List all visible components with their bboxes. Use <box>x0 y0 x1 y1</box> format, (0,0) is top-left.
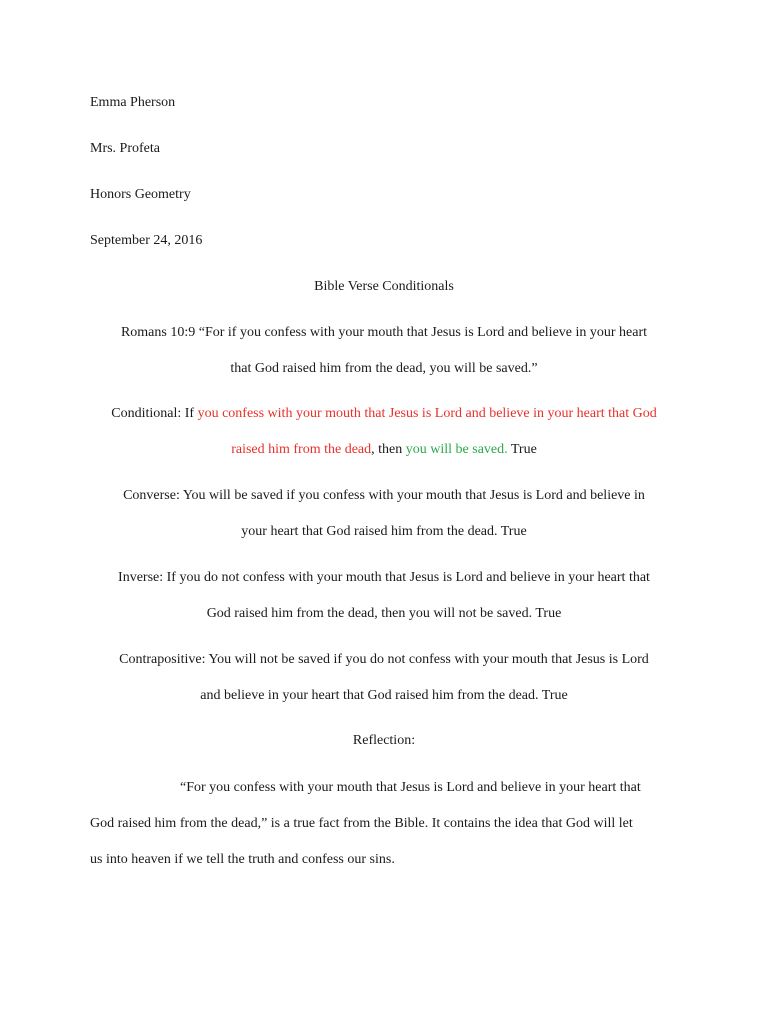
conditional-truth: True <box>507 442 537 457</box>
converse-line-1: Converse: You will be saved if you confess with your mouth that Jesus is Lord and believe in <box>123 488 645 503</box>
reflection-line-2: God raised him from the dead,” is a true fact from the Bible. It contains the idea that God will let <box>90 816 633 831</box>
reflection-line-3: us into heaven if we tell the truth and confess our sins. <box>90 852 395 867</box>
reflection-line-1: “For you confess with your mouth that Jesus is Lord and believe in your heart that <box>180 780 641 795</box>
conditional-conclusion: you will be saved. <box>405 442 508 457</box>
student-name: Emma Pherson <box>90 95 176 110</box>
conditional-label: Conditional: If <box>111 406 198 421</box>
conditional-line-1 <box>90 405 678 423</box>
verse-line-1: Romans 10:9 “For if you confess with your mouth that Jesus is Lord and believe in your heart <box>120 325 648 340</box>
course-name: Honors Geometry <box>90 187 191 202</box>
contrapositive-line-1: Contrapositive: You will not be saved if you do not confess with your mouth that Jesus is Lord <box>119 652 649 667</box>
reflection-heading: Reflection: <box>352 733 416 748</box>
date: September 24, 2016 <box>90 233 203 248</box>
conditional-hypothesis-part-1: you confess with your mouth that Jesus is Lord and believe in your heart that God <box>197 406 657 421</box>
teacher-name: Mrs. Profeta <box>90 141 160 156</box>
conditional-then: , then <box>371 442 406 457</box>
inverse-line-2: God raised him from the dead, then you will not be saved. True <box>206 606 562 621</box>
conditional-line-2 <box>90 441 678 459</box>
contrapositive-line-2: and believe in your heart that God raised him from the dead. True <box>200 688 568 703</box>
inverse-line-1: Inverse: If you do not confess with your mouth that Jesus is Lord and believe in your heart that <box>118 570 650 585</box>
conditional-hypothesis-part-2: raised him from the dead <box>231 442 372 457</box>
verse-line-2: that God raised him from the dead, you will be saved.” <box>230 361 538 376</box>
document-title: Bible Verse Conditionals <box>314 279 454 294</box>
converse-line-2: your heart that God raised him from the dead. True <box>241 524 527 539</box>
